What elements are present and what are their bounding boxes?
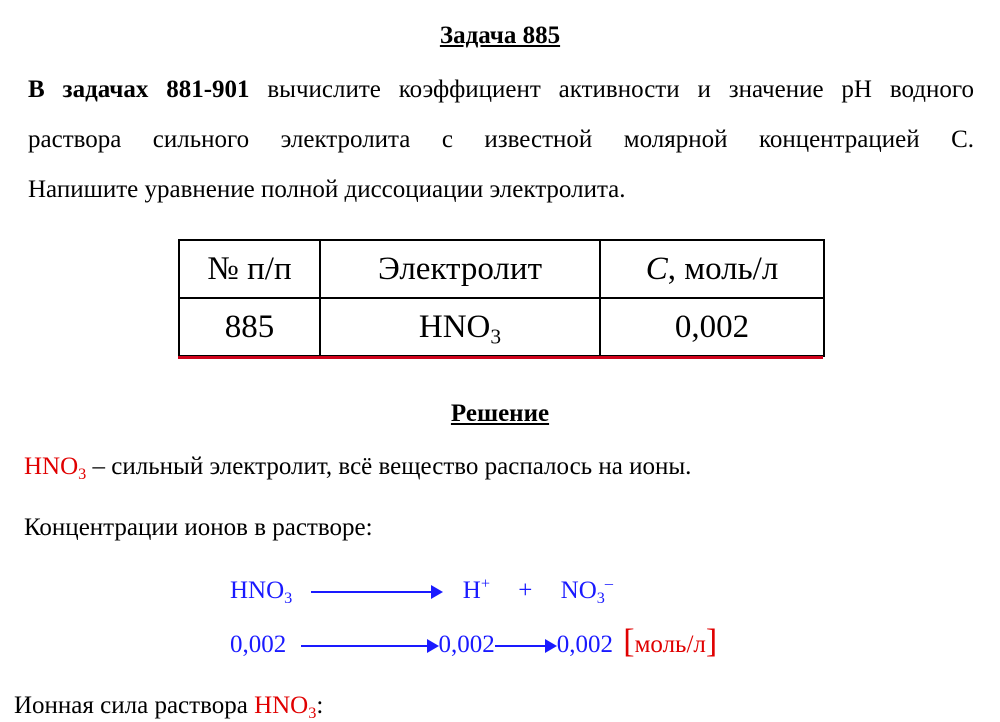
ionic-strength-label: Ионная сила раствора <box>14 692 255 719</box>
ionic-formula <box>254 692 317 722</box>
eq-plus: + <box>518 577 533 604</box>
conc-reactant: 0,002 <box>230 631 287 658</box>
concentrations-line <box>230 623 717 661</box>
eq-product-2 <box>560 574 613 607</box>
cell-electrolyte <box>320 298 600 356</box>
conc-arrow-1-icon <box>301 645 437 647</box>
conc-arrow-2-icon <box>495 645 555 647</box>
conc-unit <box>623 623 718 660</box>
eq-product-1-base: H <box>462 577 481 604</box>
table-underline <box>178 356 823 359</box>
eq-product-2-base: NO <box>560 577 597 604</box>
ionic-formula-base: HNO <box>254 692 309 719</box>
problem-title: Задача 885 <box>439 22 561 49</box>
eq-reactant <box>230 577 293 607</box>
header-c-unit: , моль/л <box>667 250 779 287</box>
conc-unit-text: моль/л <box>634 631 706 658</box>
eq-product-2-sup: – <box>604 574 613 593</box>
strong-electrolyte-line <box>24 453 691 481</box>
dissociation-equation <box>230 574 613 607</box>
eq-product-1 <box>462 574 491 604</box>
table-header-row <box>179 240 824 298</box>
eq-reactant-base: HNO <box>230 577 285 604</box>
ions-label: Концентрации ионов в растворе: <box>24 514 373 541</box>
eq-reactant-sub: 3 <box>284 588 293 607</box>
problem-line-1-text: вычислите коэффициент активности и значение pH водного <box>249 76 974 103</box>
problem-line-2: раствора сильного электролита с известной молярной концентрацией С. <box>28 126 974 153</box>
cell-concentration: 0,002 <box>600 298 824 356</box>
problem-text <box>28 65 974 215</box>
solution-formula-sub: 3 <box>78 464 87 483</box>
table-row <box>179 298 824 356</box>
cell-number: 885 <box>179 298 320 356</box>
ionic-strength-line <box>14 692 323 720</box>
ionic-formula-sub: 3 <box>308 703 317 722</box>
header-electrolyte: Электролит <box>320 240 600 298</box>
problem-intro-bold: В задачах 881-901 <box>28 76 250 103</box>
solution-title: Решение <box>450 400 550 427</box>
solution-formula-base: HNO <box>24 453 79 480</box>
cell-electrolyte-base: HNO <box>418 308 491 345</box>
solution-formula <box>24 453 87 483</box>
electrolyte-table <box>178 239 825 357</box>
eq-product-2-sub: 3 <box>596 588 605 607</box>
header-c-symbol: С <box>645 250 668 287</box>
eq-product-1-sup: + <box>480 574 491 593</box>
problem-line-1 <box>28 65 974 115</box>
cell-electrolyte-sub: 3 <box>490 323 502 348</box>
conc-product-1: 0,002 <box>438 631 495 658</box>
problem-line-3: Напишите уравнение полной диссоциации электролита. <box>28 176 626 203</box>
conc-unit-close: ] <box>705 623 718 660</box>
header-concentration <box>600 240 824 298</box>
conc-product-2: 0,002 <box>556 631 613 658</box>
header-number: № п/п <box>179 240 320 298</box>
eq-arrow-icon <box>311 591 441 593</box>
ionic-colon: : <box>316 692 324 719</box>
conc-unit-open: [ <box>623 623 635 660</box>
strong-text: – сильный электролит, всё вещество распалось на ионы. <box>86 453 692 480</box>
